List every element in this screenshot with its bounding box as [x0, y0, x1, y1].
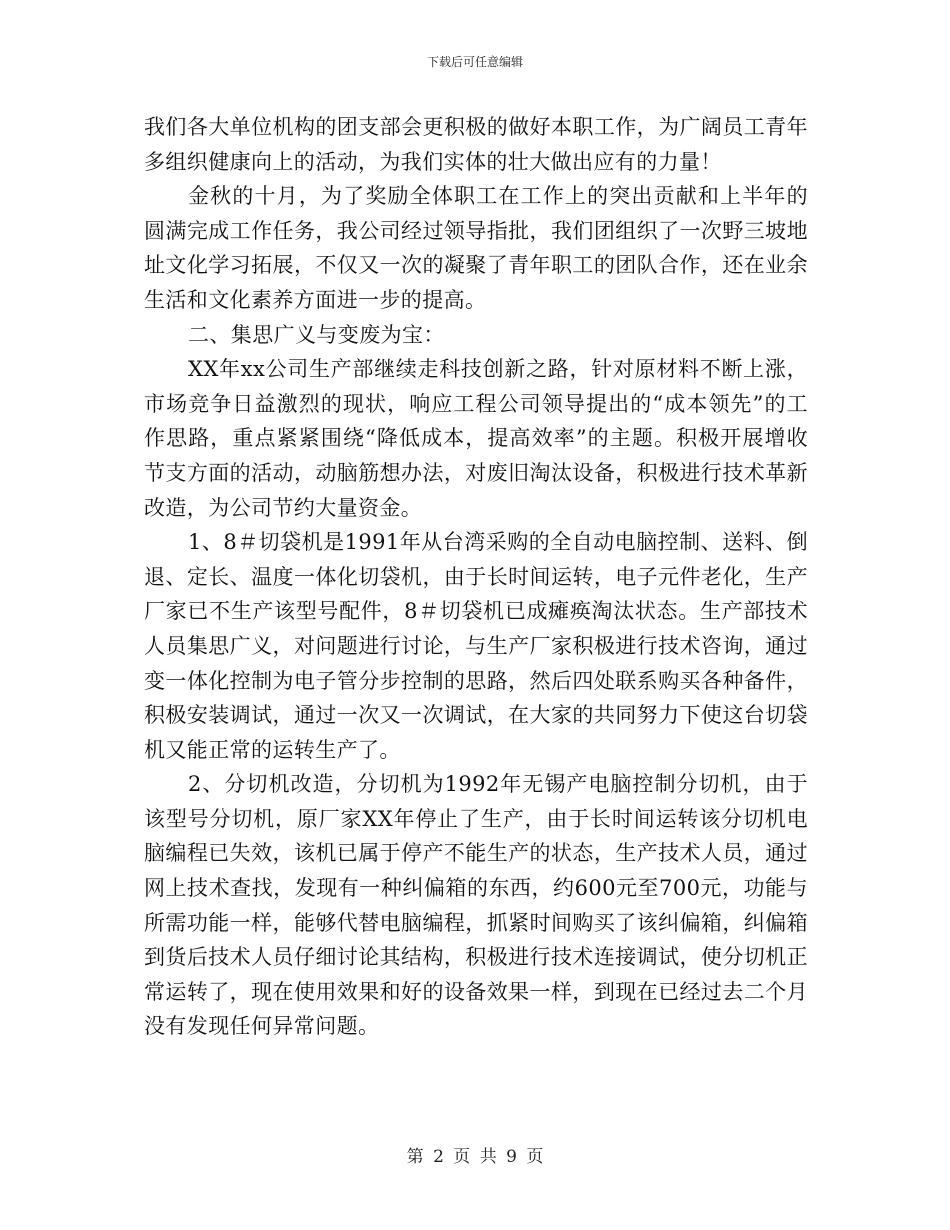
paragraph-5: 2、分切机改造，分切机为1992年无锡产电脑控制分切机，由于该型号分切机，原厂家XX年停止了生产，由于长时间运转该分切机电脑编程已失效，该机已属于停产不能生产的状态，生产技术人员，通过网上技术查找，发现有一种纠偏箱的东西，约600元至700元，功能与所需功能一样，能够代替电脑编程，抓紧时间购买了该纠偏箱，纠偏箱到货后技术人员仔细讨论其结构，积极进行技术连接调试，使分切机正常运转了，现在使用效果和好的设备效果一样，到现在已经过去二个月没有发现任何异常问题。	[144, 772, 808, 1039]
section-heading: 二、集思广义与变废为宝：	[188, 322, 445, 347]
paragraph-1: 我们各大单位机构的团支部会更积极的做好本职工作，为广阔员工青年多组织健康向上的活动，为我们实体的壮大做出应有的力量！	[144, 115, 808, 174]
page-header: 下载后可任意编辑	[426, 55, 523, 69]
document-body	[144, 110, 808, 1044]
page-number: 第 2 页 共 9 页	[406, 1147, 544, 1167]
paragraph-3: XX年xx公司生产部继续走科技创新之路，针对原材料不断上涨，市场竞争日益激烈的现状，响应工程公司领导提出的“成本领先”的工作思路，重点紧紧围绕“降低成本，提高效率”的主题。积极开展增收节支方面的活动，动脑筋想办法，对废旧淘汰设备，积极进行技术革新改造，为公司节约大量资金。	[144, 357, 808, 520]
paragraph-2: 金秋的十月，为了奖励全体职工在工作上的突出贡献和上半年的圆满完成工作任务，我公司经过领导指批，我们团组织了一次野三坡地址文化学习拓展，不仅又一次的凝聚了青年职工的团队合作，还在业余生活和文化素养方面进一步的提高。	[144, 184, 808, 312]
paragraph-4: 1、8＃切袋机是1991年从台湾采购的全自动电脑控制、送料、倒退、定长、温度一体化切袋机，由于长时间运转，电子元件老化，生产厂家已不生产该型号配件，8＃切袋机已成瘫痪淘汰状态。生产部技术人员集思广义，对问题进行讨论，与生产厂家积极进行技术咨询，通过变一体化控制为电子管分步控制的思路，然后四处联系购买各种备件，积极安装调试，通过一次又一次调试，在大家的共同努力下使这台切袋机又能正常的运转生产了。	[144, 530, 808, 762]
